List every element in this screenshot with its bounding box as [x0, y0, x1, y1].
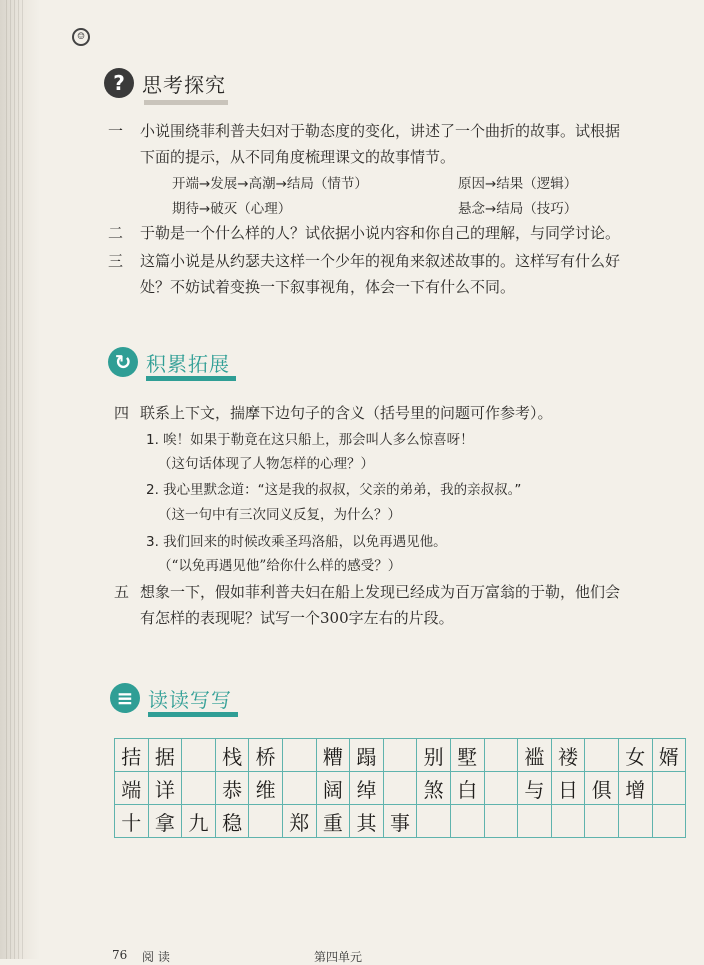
grid-cell: 维: [249, 772, 283, 805]
title-underline: [148, 712, 238, 717]
grid-cell: [585, 739, 619, 772]
grid-cell: 九: [182, 805, 216, 838]
grid-cell: [451, 805, 485, 838]
question-text: 这篇小说是从约瑟夫这样一个少年的视角来叙述故事的。这样写有什么好: [140, 252, 621, 270]
grid-cell: [552, 805, 586, 838]
grid-cell: 其: [350, 805, 384, 838]
list-icon: ≡: [110, 683, 140, 713]
grid-cell: 褴: [518, 739, 552, 772]
question-number: 四: [114, 404, 130, 422]
title-underline: [146, 376, 236, 381]
vocabulary-grid: [114, 738, 686, 838]
grid-cell: [653, 772, 687, 805]
grid-cell: 糟: [317, 739, 351, 772]
grid-cell: 栈: [216, 739, 250, 772]
smiley-icon: ☺: [72, 28, 90, 46]
grid-cell: 恭: [216, 772, 250, 805]
grid-cell: 事: [384, 805, 418, 838]
question-text: 联系上下文，揣摩下边句子的含义（括号里的问题可作参考）。: [140, 404, 553, 422]
grid-cell: 拮: [115, 739, 149, 772]
grid-cell: 墅: [451, 739, 485, 772]
question-text: 处？不妨试着变换一下叙事视角，体会一下有什么不同。: [140, 278, 516, 296]
grid-cell: 阔: [317, 772, 351, 805]
question-number: 五: [114, 583, 130, 601]
sentence-item: 1. 唉！如果于勒竟在这只船上，那会叫人多么惊喜呀！: [146, 432, 474, 448]
grid-cell: 日: [552, 772, 586, 805]
grid-cell: [485, 805, 519, 838]
question-number: 二: [108, 224, 124, 242]
grid-cell: [585, 805, 619, 838]
page-edge: [6, 0, 26, 959]
footer-right: 第四单元: [314, 950, 363, 964]
section-title: 积累拓展: [146, 351, 230, 376]
page-number: 76: [112, 948, 128, 962]
grid-cell: [249, 805, 283, 838]
question-text: 下面的提示，从不同角度梳理课文的故事情节。: [140, 148, 456, 166]
grid-cell: [518, 805, 552, 838]
grid-cell: [417, 805, 451, 838]
title-underline: [144, 100, 228, 105]
grid-cell: [384, 772, 418, 805]
grid-cell: 桥: [249, 739, 283, 772]
grid-cell: [384, 739, 418, 772]
grid-cell: [182, 772, 216, 805]
question-number: 一: [108, 122, 124, 140]
grid-cell: 详: [149, 772, 183, 805]
hint-note: （这一句中有三次同义反复，为什么？）: [158, 507, 401, 523]
grid-cell: 煞: [417, 772, 451, 805]
grid-cell: 重: [317, 805, 351, 838]
question-text: 想象一下，假如菲利普夫妇在船上发现已经成为百万富翁的于勒，他们会: [140, 583, 621, 601]
grid-cell: 十: [115, 805, 149, 838]
question-number: 三: [108, 252, 124, 270]
grid-cell: 拿: [149, 805, 183, 838]
grid-cell: 婿: [653, 739, 687, 772]
grid-cell: 褛: [552, 739, 586, 772]
grid-cell: [283, 772, 317, 805]
grid-cell: [619, 805, 653, 838]
question-text: 有怎样的表现呢？试写一个300字左右的片段。: [140, 609, 454, 627]
section-title: 读读写写: [148, 687, 232, 712]
grid-cell: 稳: [216, 805, 250, 838]
sentence-item: 2. 我心里默念道：“这是我的叔叔，父亲的弟弟，我的亲叔叔。”: [146, 482, 522, 498]
refresh-icon: ↻: [108, 347, 138, 377]
grid-cell: [485, 772, 519, 805]
hint-text: 开端→发展→高潮→结局（情节）: [172, 176, 368, 192]
grid-cell: 绰: [350, 772, 384, 805]
grid-cell: 据: [149, 739, 183, 772]
grid-cell: 郑: [283, 805, 317, 838]
grid-cell: [485, 739, 519, 772]
hint-text: 期待→破灭（心理）: [172, 201, 292, 217]
grid-cell: 俱: [585, 772, 619, 805]
section-header-accumulate: [108, 347, 230, 377]
section-header-thinking: [104, 68, 226, 98]
grid-cell: 蹋: [350, 739, 384, 772]
footer-left: 阅 读: [142, 950, 170, 964]
grid-cell: [283, 739, 317, 772]
hint-note: （这句话体现了人物怎样的心理？）: [158, 456, 374, 472]
hint-text: 悬念→结局（技巧）: [458, 201, 578, 217]
grid-cell: 女: [619, 739, 653, 772]
grid-cell: [182, 739, 216, 772]
grid-cell: 端: [115, 772, 149, 805]
question-text: 于勒是一个什么样的人？试依据小说内容和你自己的理解，与同学讨论。: [140, 224, 621, 242]
section-title: 思考探究: [142, 72, 226, 97]
question-icon: ?: [104, 68, 134, 98]
question-text: 小说围绕菲利普夫妇对于勒态度的变化，讲述了一个曲折的故事。试根据: [140, 122, 621, 140]
hint-note: （“以免再遇见他”给你什么样的感受？）: [158, 558, 402, 574]
grid-cell: 白: [451, 772, 485, 805]
hint-text: 原因→结果（逻辑）: [458, 176, 578, 192]
grid-cell: 与: [518, 772, 552, 805]
grid-cell: 别: [417, 739, 451, 772]
grid-cell: 增: [619, 772, 653, 805]
section-header-read-write: [110, 683, 232, 713]
grid-cell: [653, 805, 687, 838]
sentence-item: 3. 我们回来的时候改乘圣玛洛船，以免再遇见他。: [146, 534, 447, 550]
